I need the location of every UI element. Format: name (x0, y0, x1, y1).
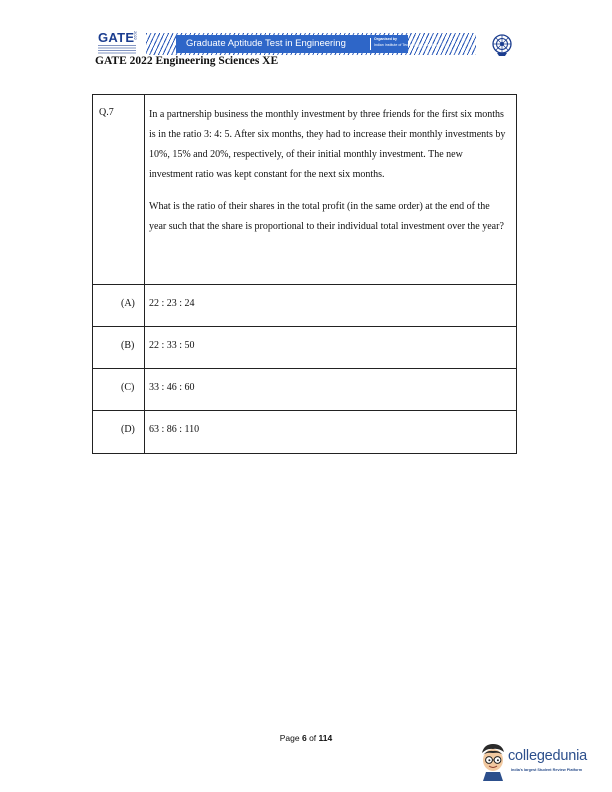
gate-logo-year: 2022 (133, 31, 138, 40)
option-d-label: (D) (121, 424, 135, 435)
table-row-divider (93, 284, 516, 285)
gate-logo-bars (98, 45, 136, 55)
question-table (92, 94, 517, 454)
organizer-name: Indian Institute of Technology Kharagpur (374, 43, 439, 47)
option-d-value: 63 : 86 : 110 (149, 424, 200, 435)
table-column-divider (144, 95, 145, 453)
option-c-value: 33 : 46 : 60 (149, 382, 195, 393)
iit-emblem-icon (490, 33, 514, 57)
question-paragraph-1: In a partnership business the monthly investment by three friends for the first six months is in the ratio 3: 4: 5. After six months, they had to increase their monthly investments by 10%, 15% and 20%, respectively, of their initial monthly investment. The new investment ratio was kept constant for the next six months. (149, 109, 506, 180)
question-text (149, 105, 509, 249)
question-number: Q.7 (99, 107, 114, 118)
option-b-label: (B) (121, 340, 135, 351)
gate-logo-text: GATE (98, 30, 135, 45)
document-title: GATE 2022 Engineering Sciences XE (95, 55, 279, 67)
option-b-value: 22 : 33 : 50 (149, 340, 195, 351)
table-row-divider (93, 368, 516, 369)
banner-core (176, 35, 439, 53)
table-row-divider (93, 410, 516, 411)
organizer-label: Organised by (374, 37, 397, 41)
banner-title: Graduate Aptitude Test in Engineering (186, 38, 346, 49)
question-paragraph-2: What is the ratio of their shares in the total profit (in the same order) at the end of the year such that the share is proportional to their individual total investment over the year? (149, 201, 504, 232)
collegedunia-logo (478, 741, 604, 783)
page-of: of (306, 733, 319, 743)
page-prefix: Page (279, 733, 302, 743)
option-a-value: 22 : 23 : 24 (149, 298, 195, 309)
brand-name: collegedunia (508, 748, 588, 764)
option-c-label: (C) (121, 382, 135, 393)
option-a-label: (A) (121, 298, 135, 309)
page-total: 114 (318, 733, 333, 743)
table-row-divider (93, 326, 516, 327)
brand-tagline: India's largest Student Review Platform (511, 768, 583, 772)
header-banner (146, 33, 476, 55)
student-mascot-icon (478, 741, 508, 781)
banner-separator (370, 38, 371, 50)
page-current: 6 (301, 733, 307, 743)
